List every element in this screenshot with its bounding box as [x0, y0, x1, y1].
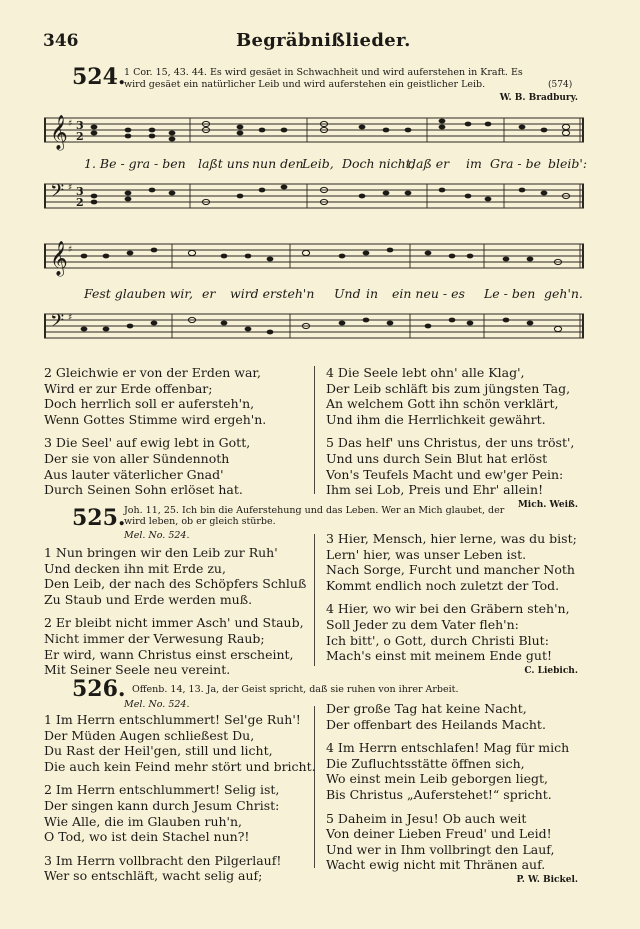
hymnal-page: 346 Begräbnißlieder. 524. 1 Cor. 15, 43. 44. Es wird gesäet in Schwachheit und wird auferstehen in Kraft. Es wird gesäet ein natürlicher Leib und wird auferstehen ein geistlicher Leib. (574) W. B. Bradbury. 𝄞 ♯ 3 2 1. Be - gra - ben laßt uns nun den Leib, Doch nicht, daß er im Gra - be bleib': 𝄢 ♯ 3 2 𝄞 ♯ Fest glauben wir, er wird ersteh'n Und in ein neu - es Le - ben geh'n. 𝄢 ♯ 2 Gleichwie er von der Erden war, Wird er zur Erde offenbar; Doch herrlich soll er aufersteh'n, Wenn Gottes Stimme wird ergeh'n. 3 Die Seel' auf ewig lebt in Gott, Der sie von aller Sündennoth Aus lauter väterlicher Gnad' Durch Seinen Sohn erlöset hat. 4 Die Seele lebt ohn' alle Klag', Der Leib schläft bis zum jüngsten Tag, An welchem Gott ihn schön verklärt, Und ihm die Herrlichkeit gewährt. 5 Das helf' uns Christus, der uns tröst', Und uns durch Sein Blut hat erlöst Von's Teufels Macht und ew'ger Pein: Ihm sei Lob, Preis und Ehr' allein! Mich. Weiß. 525. Joh. 11, 25. Ich bin die Auferstehung und das Leben. Wer an Mich glaubet, der wird leben, ob er gleich stürbe. Mel. No. 524. 1 Nun bringen wir den Leib zur Ruh' Und decken ihn mit Erde zu, Den Leib, der nach des Schöpfers Schluß Zu Staub und Erde werden muß. 2 Er bleibt nicht immer Asch' und Staub, Nicht immer der Verwesung Raub; Er wird, wann Christus einst erscheint, Mit Seiner Seele neu vereint. 3 Hier, Mensch, hier lerne, was du bist; Lern' hier, was unser Leben ist. Nach Sorge, Furcht und mancher Noth Kommt endlich noch zuletzt der Tod. 4 Hier, wo wir bei den Gräbern steh'n, Soll Jeder zu dem Vater fleh'n: Ich bitt', o Gott, durch Christi Blut: Mach's einst mit meinem Ende gut! C. Liebich. 526. Offenb. 14, 13. Ja, der Geist spricht, daß sie ruhen von ihrer Arbeit. Mel. No. 524. 1 Im Herrn entschlummert! Sel'ge Ruh'! Der Müden Augen schließest Du, Du Rast der Heil'gen, still und licht, Die auch kein Feind mehr stört und bricht. 2 Im Herrn entschlummert! Selig ist, Der singen kann durch Jesum Christ: Wie Alle, die im Glauben ruh'n, O Tod, wo ist dein Stachel nun?! 3 Im Herrn vollbracht den Pilgerlauf! Wer so entschläft, wacht selig auf; Der große Tag hat keine Nacht, Der offenbart des Heilands Macht. 4 Im Herrn entschlafen! Mag für mich Die Zufluchtsstätte öffnen sich, Wo einst mein Leib geborgen liegt, Bis Christus „Auferstehet!“ spricht. 5 Daheim in Jesu! Ob auch weit Von deiner Lieben Freud' und Leid! Und wer in Ihm vollbringt den Lauf, Wacht ewig nicht mit Thränen auf. P. W. Bickel. — [0, 0, 640, 929]
music-staff-system1-bass — [44, 178, 584, 218]
svg-text:𝄞: 𝄞 — [50, 241, 68, 276]
tune-reference-526: Mel. No. 524. — [124, 699, 190, 710]
svg-text:♯: ♯ — [68, 245, 73, 255]
music-staff-system2-treble — [44, 238, 584, 278]
scripture-reference-526: Offenb. 14, 13. Ja, der Geist spricht, daß sie ruhen von ihrer Arbeit. — [132, 684, 459, 695]
composer-credit: W. B. Bradbury. — [499, 93, 578, 103]
svg-text:2: 2 — [76, 130, 84, 143]
tune-reference-525: Mel. No. 524. — [124, 530, 190, 541]
hymn525-verses-left: 1 Nun bringen wir den Leib zur Ruh' Und decken ihn mit Erde zu, Den Leib, der nach des Schöpfers Schluß Zu Staub und Erde werden muß. 2 Er bleibt nicht immer Asch' und Staub, Nicht immer der Verwesung Raub; Er wird, wann Christus einst erscheint, Mit Seiner Seele neu vereint. — [44, 545, 307, 678]
scripture-reference-525-line1: Joh. 11, 25. Ich bin die Auferstehung und das Leben. Wer an Mich glaubet, der — [124, 505, 505, 516]
music-staff-system1-treble — [44, 112, 584, 152]
scripture-reference-524-line1: 1 Cor. 15, 43. 44. Es wird gesäet in Schwachheit und wird auferstehen in Kraft. Es — [124, 67, 523, 78]
hymn524-verses-right: 4 Die Seele lebt ohn' alle Klag', Der Leib schläft bis zum jüngsten Tag, An welchem Gott ihn schön verklärt, Und ihm die Herrlichkeit gewährt. 5 Das helf' uns Christus, der uns tröst', Und uns durch Sein Blut hat erlöst Von's Teufels Macht und ew'ger Pein: Ihm sei Lob, Preis und Ehr' allein! Mich. Weiß. — [326, 365, 584, 513]
author-credit-525: C. Liebich. — [524, 665, 578, 676]
hymn526-verses-left: 1 Im Herrn entschlummert! Sel'ge Ruh'! Der Müden Augen schließest Du, Du Rast der Heil'gen, still und licht, Die auch kein Feind mehr stört und bricht. 2 Im Herrn entschlummert! Selig ist, Der singen kann durch Jesum Christ: Wie Alle, die im Glauben ruh'n, O Tod, wo ist dein Stachel nun?! 3 Im Herrn vollbracht den Pilgerlauf! Wer so entschläft, wacht selig auf; — [44, 712, 316, 884]
svg-text:𝄞: 𝄞 — [50, 115, 68, 150]
svg-text:𝄢: 𝄢 — [50, 311, 65, 336]
hymn-number-525: 525. — [72, 505, 126, 531]
cross-reference-number: (574) — [548, 80, 573, 90]
svg-text:♯: ♯ — [68, 183, 73, 193]
svg-text:3: 3 — [76, 185, 84, 198]
column-divider — [314, 534, 315, 666]
hymn524-verses-left: 2 Gleichwie er von der Erden war, Wird er zur Erde offenbar; Doch herrlich soll er aufersteh'n, Wenn Gottes Stimme wird ergeh'n. 3 Die Seel' auf ewig lebt in Gott, Der sie von aller Sündennoth Aus lauter väterlicher Gnad' Durch Seinen Sohn erlöset hat. — [44, 365, 267, 498]
svg-text:3: 3 — [76, 119, 84, 132]
author-credit-524: Mich. Weiß. — [517, 499, 578, 510]
author-credit-526: P. W. Bickel. — [516, 874, 578, 885]
svg-text:2: 2 — [76, 196, 84, 209]
scripture-reference-525-line2: wird leben, ob er gleich stürbe. — [124, 516, 276, 527]
scripture-reference-524-line2: wird gesäet ein natürlicher Leib und wird auferstehen ein geistlicher Leib. — [124, 79, 486, 90]
svg-text:♯: ♯ — [68, 313, 73, 323]
svg-text:♯: ♯ — [68, 119, 73, 129]
hymn526-verses-right: Der große Tag hat keine Nacht, Der offenbart des Heilands Macht. 4 Im Herrn entschlafen! Mag für mich Die Zufluchtsstätte öffnen sich, Wo einst mein Leib geborgen liegt, Bis Christus „Auferstehet!“ spricht. 5 Daheim in Jesu! Ob auch weit Von deiner Lieben Freud' und Leid! Und wer in Ihm vollbringt den Lauf, Wacht ewig nicht mit Thränen auf. P. W. Bickel. — [326, 701, 584, 889]
hymn-number-524: 524. — [72, 64, 126, 90]
page-number: 346 — [43, 31, 79, 51]
column-divider — [314, 366, 315, 494]
svg-text:𝄢: 𝄢 — [50, 181, 65, 206]
running-title: Begräbnißlieder. — [236, 30, 411, 51]
hymn-number-526: 526. — [72, 676, 126, 702]
hymn525-verses-right: 3 Hier, Mensch, hier lerne, was du bist; Lern' hier, was unser Leben ist. Nach Sorge, Furcht und mancher Noth Kommt endlich noch zuletzt der Tod. 4 Hier, wo wir bei den Gräbern steh'n, Soll Jeder zu dem Vater fleh'n: Ich bitt', o Gott, durch Christi Blut: Mach's einst mit meinem Ende gut! C. Liebich. — [326, 531, 584, 679]
music-staff-system2-bass — [44, 308, 584, 348]
